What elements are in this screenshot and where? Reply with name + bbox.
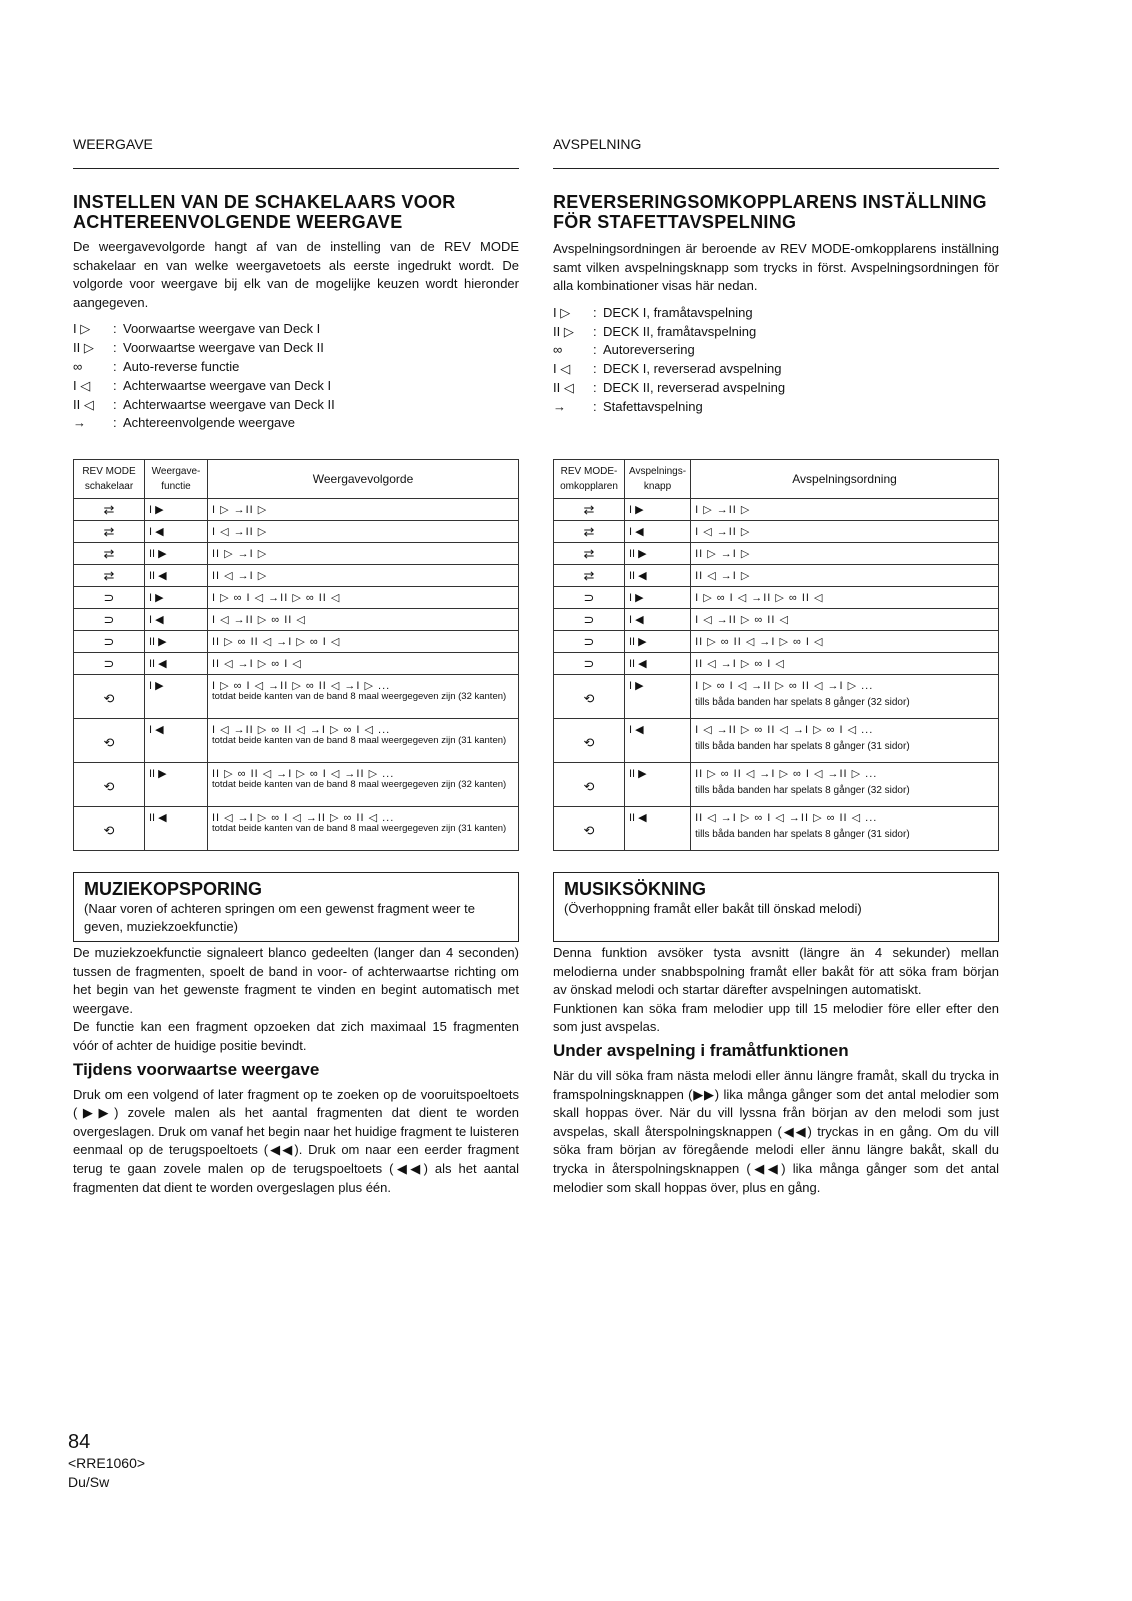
paragraph: Druk om een volgend of later fragment op te zoeken op de vooruitspoeltoets (▶▶) zovele malen als het aantal fragmenten dat dient te worden overgeslagen. Druk om vanaf het begin naar het huidige fragment te luisteren eenmaal op de terugspoeltoets (◀◀). Druk om naar een eerder fragment terug te gaan zovele malen op de terugspoeltoets (◀◀) als het aantal fragmenten dat dient te worden overgeslagen plus één. — [73, 1086, 519, 1195]
play-button-label: I ▶ — [145, 499, 208, 521]
sequence: II ▷ →I ▷ — [212, 548, 268, 560]
sequence: I ▷ ∞ I ◁ →II ▷ ∞ II ◁ — [212, 592, 341, 604]
sequence: I ▷ →II ▷ — [212, 504, 268, 516]
legend-item: I ▷ : Voorwaartse weergave van Deck I — [73, 321, 321, 337]
table-row — [74, 499, 519, 521]
table-row — [554, 675, 999, 719]
legend-item: I ◁ : Achterwaartse weergave van Deck I — [73, 377, 332, 393]
subheading: Tijdens voorwaartse weergave — [73, 1059, 320, 1079]
table-row — [74, 653, 519, 675]
play-button-label: II ◀ — [145, 565, 208, 587]
order-cell — [208, 499, 519, 521]
table-row — [74, 543, 519, 565]
language-code: Du/Sw — [68, 1474, 110, 1490]
sequence: I ◁ →II ▷ ∞ II ◁ — [212, 614, 306, 626]
intro-text: Avspelningsordningen är beroende av REV MODE-omkopplarens inställning samt vilken avspelningsknapp som trycks in först. Avspelningsordningen för alla kombinationer visas här nedan. — [553, 241, 999, 294]
play-button-label: I ▶ — [625, 587, 691, 609]
sequence: I ◁ →II ▷ — [212, 526, 268, 538]
paragraph: De muziekzoekfunctie signaleert blanco gedeelten (langer dan 4 seconden) tussen de fragmenten, spoelt de band in voor- of achterwaartse richting om het begin van het gewenste fragment te vinden en begint automatisch met weergave. — [73, 945, 519, 1016]
header-order: Weergavevolgorde — [208, 460, 519, 499]
rev-mode-icon: ⟲ — [554, 807, 625, 851]
legend-item: → : Achtereenvolgende weergave — [73, 415, 296, 431]
order-cell — [691, 807, 999, 851]
header-function: Weergave-functie — [145, 460, 208, 499]
order-cell — [208, 543, 519, 565]
play-button-label: I ◀ — [145, 609, 208, 631]
order-cell — [691, 521, 999, 543]
rev-mode-icon: ⇄ — [554, 499, 625, 521]
play-button-label: I ◀ — [145, 521, 208, 543]
sequence: II ▷ ∞ II ◁ →I ▷ ∞ I ◁ →II ▷ ... — [695, 768, 878, 780]
table-row — [554, 543, 999, 565]
sequence: II ◁ →I ▷ — [212, 570, 268, 582]
sequence: I ◁ →II ▷ ∞ II ◁ →I ▷ ∞ I ◁ ... — [695, 724, 874, 736]
page-footer — [68, 1430, 145, 1492]
section-label: AVSPELNING — [553, 136, 642, 152]
order-cell — [691, 763, 999, 807]
sequence: II ◁ →I ▷ ∞ I ◁ →II ▷ ∞ II ◁ ... — [212, 812, 395, 824]
table-row — [74, 675, 519, 719]
sequence-note: tills båda banden har spelats 8 gånger (32 sidor) — [695, 785, 910, 796]
music-search-box — [73, 872, 519, 942]
play-button-label: I ◀ — [145, 719, 208, 763]
divider — [553, 168, 999, 169]
sequence-note: tills båda banden har spelats 8 gånger (32 sidor) — [695, 697, 910, 708]
main-heading: REVERSERINGSOMKOPPLARENS INSTÄLLNING FÖR STAFETTAVSPELNING — [553, 192, 987, 232]
box-title: MUSIKSÖKNING — [564, 879, 707, 899]
legend-item: II ▷ : DECK II, framåtavspelning — [553, 323, 757, 339]
sequence-note: totdat beide kanten van de band 8 maal weergegeven zijn (32 kanten) — [212, 779, 507, 790]
order-cell — [691, 675, 999, 719]
table-row — [74, 763, 519, 807]
rev-mode-icon: ⊃ — [554, 609, 625, 631]
sequence: I ▷ ∞ I ◁ →II ▷ ∞ II ◁ — [695, 592, 824, 604]
table-row — [554, 499, 999, 521]
table-row — [554, 609, 999, 631]
sequence-note: tills båda banden har spelats 8 gånger (31 sidor) — [695, 741, 910, 752]
table-row — [74, 521, 519, 543]
play-button-label: II ▶ — [145, 631, 208, 653]
play-button-label: I ◀ — [625, 719, 691, 763]
order-cell — [691, 631, 999, 653]
play-button-label: II ▶ — [145, 543, 208, 565]
music-search-body — [553, 944, 999, 1197]
legend-item: ∞ : Autoreversering — [553, 342, 695, 358]
rev-mode-icon: ⟲ — [74, 807, 145, 851]
rev-mode-icon: ⊃ — [554, 587, 625, 609]
play-button-label: I ▶ — [145, 587, 208, 609]
play-button-label: II ▶ — [625, 631, 691, 653]
sequence: II ◁ →I ▷ ∞ I ◁ →II ▷ ∞ II ◁ ... — [695, 812, 878, 824]
play-button-label: II ▶ — [625, 763, 691, 807]
order-cell — [691, 609, 999, 631]
play-button-label: II ◀ — [625, 653, 691, 675]
subheading: Under avspelning i framåtfunktionen — [553, 1040, 849, 1060]
table-row — [554, 631, 999, 653]
paragraph: Funktionen kan söka fram melodier upp till 15 melodier före eller efter den som just avspelas. — [553, 1000, 999, 1035]
sequence: I ▷ ∞ I ◁ →II ▷ ∞ II ◁ →I ▷ ... — [212, 680, 391, 692]
rev-mode-icon: ⟲ — [74, 719, 145, 763]
symbol-legend — [553, 304, 999, 417]
order-cell — [208, 719, 519, 763]
table-row — [554, 521, 999, 543]
table-row — [554, 565, 999, 587]
sequence: I ◁ →II ▷ ∞ II ◁ →I ▷ ∞ I ◁ ... — [212, 724, 391, 736]
table-row — [74, 587, 519, 609]
legend-item: → : Stafettavspelning — [553, 398, 703, 414]
table-row — [554, 763, 999, 807]
table-row — [554, 807, 999, 851]
rev-mode-icon: ⊃ — [74, 653, 145, 675]
table-row — [74, 807, 519, 851]
sequence: II ▷ →I ▷ — [695, 548, 751, 560]
playback-order-table — [73, 459, 519, 851]
order-cell — [691, 499, 999, 521]
header-function: Avspelnings-knapp — [625, 460, 691, 499]
sequence: II ◁ →I ▷ ∞ I ◁ — [212, 658, 302, 670]
legend-item: I ▷ : DECK I, framåtavspelning — [553, 304, 753, 320]
rev-mode-icon: ⊃ — [74, 631, 145, 653]
rev-mode-icon: ⇄ — [74, 521, 145, 543]
rev-mode-icon: ⊃ — [554, 631, 625, 653]
rev-mode-icon: ⟲ — [74, 675, 145, 719]
intro-text: De weergavevolgorde hangt af van de instelling van de REV MODE schakelaar en van welke weergavetoets als eerste ingedrukt wordt. De volgorde voor weergave bij elk van de mogelijke keuzen wordt hieronder aangegeven. — [73, 239, 519, 310]
order-cell — [208, 587, 519, 609]
play-button-label: I ◀ — [625, 521, 691, 543]
divider — [73, 168, 519, 169]
rev-mode-icon: ⟲ — [554, 763, 625, 807]
sequence: II ▷ ∞ II ◁ →I ▷ ∞ I ◁ — [212, 636, 341, 648]
order-cell — [208, 521, 519, 543]
play-button-label: II ▶ — [145, 763, 208, 807]
paragraph: De functie kan een fragment opzoeken dat zich maximaal 15 fragmenten vóór of achter de huidige positie bevindt. — [73, 1019, 519, 1053]
section-label: WEERGAVE — [73, 136, 153, 152]
legend-item: II ▷ : Voorwaartse weergave van Deck II — [73, 340, 324, 356]
order-cell — [208, 675, 519, 719]
play-button-label: I ▶ — [145, 675, 208, 719]
play-button-label: II ◀ — [625, 807, 691, 851]
music-search-body — [73, 944, 519, 1197]
legend-item: I ◁ : DECK I, reverserad avspelning — [553, 361, 782, 377]
box-subtitle: (Överhoppning framåt eller bakåt till önskad melodi) — [564, 901, 862, 916]
table-row — [554, 719, 999, 763]
rev-mode-icon: ⇄ — [554, 565, 625, 587]
legend-item: II ◁ : Achterwaartse weergave van Deck II — [73, 396, 335, 412]
rev-mode-icon: ⊃ — [74, 587, 145, 609]
header-order: Avspelningsordning — [691, 460, 999, 499]
box-title: MUZIEKOPSPORING — [84, 879, 263, 899]
play-button-label: I ◀ — [625, 609, 691, 631]
sequence: II ◁ →I ▷ ∞ I ◁ — [695, 658, 785, 670]
rev-mode-icon: ⟲ — [554, 719, 625, 763]
order-cell — [691, 719, 999, 763]
table-row — [74, 719, 519, 763]
sequence: I ◁ →II ▷ ∞ II ◁ — [695, 614, 789, 626]
rev-mode-icon: ⇄ — [554, 521, 625, 543]
sequence: II ▷ ∞ II ◁ →I ▷ ∞ I ◁ — [695, 636, 824, 648]
paragraph: Denna funktion avsöker tysta avsnitt (längre än 4 sekunder) mellan melodierna under snabbspolning framåt eller bakåt för att söka fram början av önskad melodi och startar därefter avspelningen automatiskt. — [553, 945, 999, 998]
rev-mode-icon: ⇄ — [74, 543, 145, 565]
play-button-label: I ▶ — [625, 675, 691, 719]
sequence-note: totdat beide kanten van de band 8 maal weergegeven zijn (32 kanten) — [212, 691, 507, 702]
sequence: II ▷ ∞ II ◁ →I ▷ ∞ I ◁ →II ▷ ... — [212, 768, 395, 780]
rev-mode-icon: ⇄ — [554, 543, 625, 565]
sequence: I ▷ ∞ I ◁ →II ▷ ∞ II ◁ →I ▷ ... — [695, 680, 874, 692]
main-heading: INSTELLEN VAN DE SCHAKELAARS VOOR ACHTEREENVOLGENDE WEERGAVE — [73, 192, 456, 232]
rev-mode-icon: ⇄ — [74, 565, 145, 587]
order-cell — [208, 609, 519, 631]
playback-order-table — [553, 459, 999, 851]
rev-mode-icon: ⟲ — [74, 763, 145, 807]
rev-mode-icon: ⇄ — [74, 499, 145, 521]
music-search-box — [553, 872, 999, 942]
legend-item: II ◁ : DECK II, reverserad avspelning — [553, 379, 786, 395]
order-cell — [208, 631, 519, 653]
play-button-label: II ▶ — [625, 543, 691, 565]
sequence: I ◁ →II ▷ — [695, 526, 751, 538]
model-code: <RRE1060> — [68, 1455, 146, 1471]
play-button-label: II ◀ — [625, 565, 691, 587]
header-rev-mode: REV MODE-omkopplaren — [554, 460, 625, 499]
play-button-label: I ▶ — [625, 499, 691, 521]
order-cell — [208, 763, 519, 807]
table-row — [74, 609, 519, 631]
order-cell — [208, 807, 519, 851]
sequence-note: tills båda banden har spelats 8 gånger (31 sidor) — [695, 829, 910, 840]
table-row — [74, 631, 519, 653]
header-rev-mode: REV MODE schakelaar — [74, 460, 145, 499]
sequence-note: totdat beide kanten van de band 8 maal weergegeven zijn (31 kanten) — [212, 735, 507, 746]
table-row — [554, 587, 999, 609]
order-cell — [691, 543, 999, 565]
sequence: II ◁ →I ▷ — [695, 570, 751, 582]
sequence-note: totdat beide kanten van de band 8 maal weergegeven zijn (31 kanten) — [212, 823, 507, 834]
rev-mode-icon: ⊃ — [554, 653, 625, 675]
play-button-label: II ◀ — [145, 653, 208, 675]
order-cell — [691, 653, 999, 675]
legend-item: ∞ : Auto-reverse functie — [73, 358, 240, 374]
intro-block — [73, 238, 519, 433]
play-button-label: II ◀ — [145, 807, 208, 851]
box-subtitle: (Naar voren of achteren springen om een gewenst fragment weer te geven, muziekzoekfunctie) — [84, 901, 475, 934]
rev-mode-icon: ⊃ — [74, 609, 145, 631]
sequence: I ▷ →II ▷ — [695, 504, 751, 516]
order-cell — [691, 587, 999, 609]
order-cell — [208, 565, 519, 587]
order-cell — [208, 653, 519, 675]
intro-block — [553, 240, 999, 417]
page-number: 84 — [68, 1431, 91, 1453]
symbol-legend — [73, 320, 519, 433]
order-cell — [691, 565, 999, 587]
table-row — [74, 565, 519, 587]
rev-mode-icon: ⟲ — [554, 675, 625, 719]
paragraph: När du vill söka fram nästa melodi eller ännu längre framåt, skall du trycka in framspolningsknappen (▶▶) lika många gånger som det antal melodier som skall hoppas över. När du vill lyssna från början av den melodi som just avspelas, skall återspolningsknappen (◀◀) tryckas in en gång. Om du vill söka fram början av föregående melodi eller ännu längre bakåt, skall du trycka in återspolningsknappen (◀◀) lika många gånger som det antal melodier som skall hoppas över, plus en gång. — [553, 1067, 999, 1195]
table-row — [554, 653, 999, 675]
